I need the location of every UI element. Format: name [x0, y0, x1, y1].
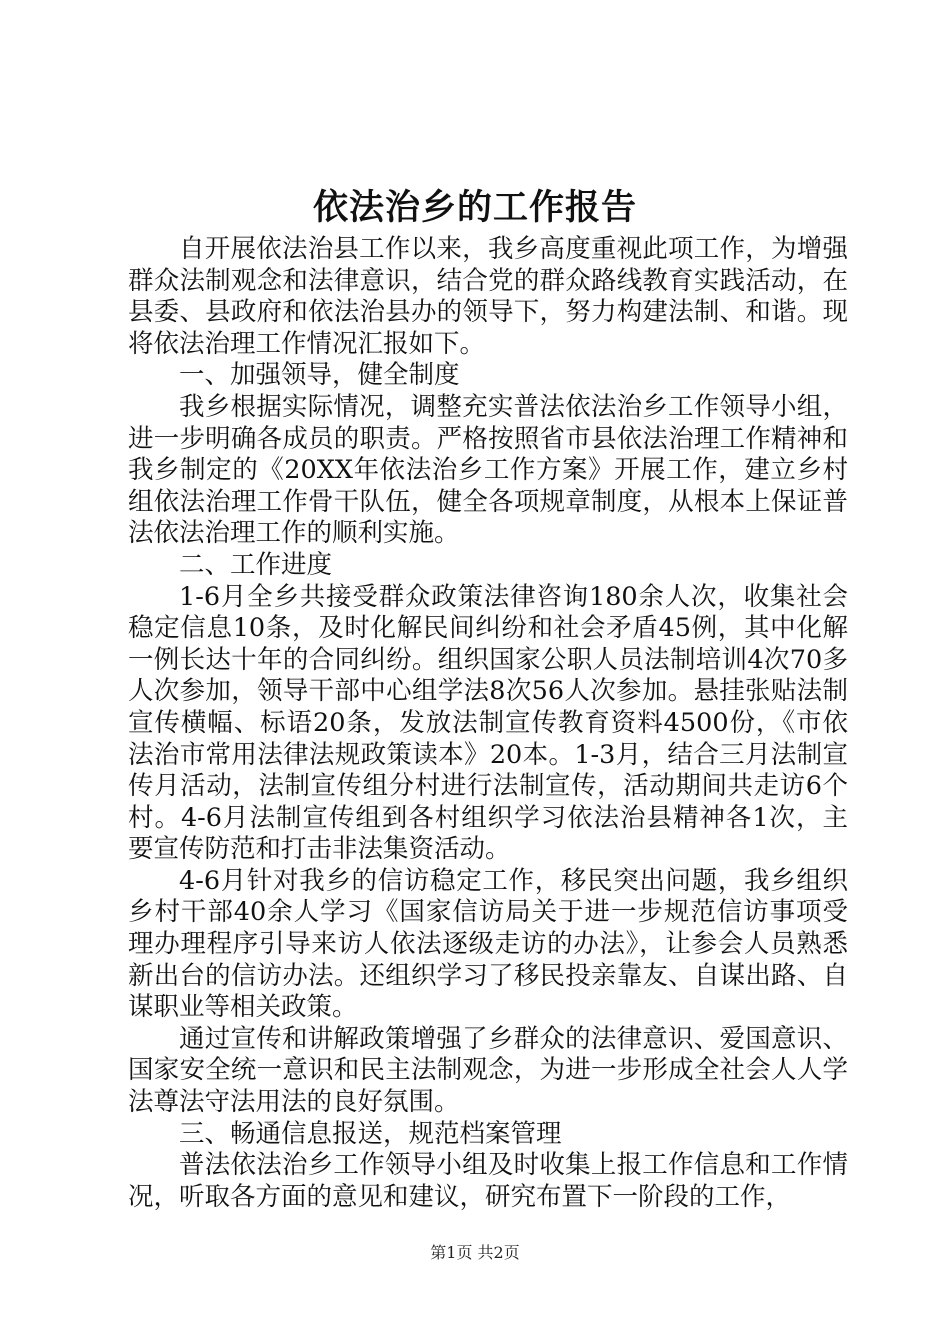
page-number-footer: 第1页 共2页 [430, 1243, 520, 1262]
paragraph-progress: 1-6月全乡共接受群众政策法律咨询180余人次，收集社会稳定信息10条，及时化解民间纠纷和社会矛盾45例，其中化解一例长达十年的合同纠纷。组织国家公职人员法制培训4次70多人次参加，领导干部中心组学法8次56人次参加。悬挂张贴法制宣传横幅、标语20条，发放法制宣传教育资料4500份，《市依法治市常用法律法规政策读本》20本。1-3月，结合三月法制宣传月活动，法制宣传组分村进行法制宣传，活动期间共走访6个村。4-6月法制宣传组到各村组织学习依法治县精神各1次，主要宣传防范和打击非法集资活动。 [128, 581, 848, 865]
paragraph-petition: 4-6月针对我乡的信访稳定工作，移民突出问题，我乡组织乡村干部40余人学习《国家信访局关于进一步规范信访事项受理办理程序引导来访人依法逐级走访的办法》，让参会人员熟悉新出台的信访办法。还组织学习了移民投亲靠友、自谋出路、自谋职业等相关政策。 [128, 865, 848, 1023]
section-heading-3: 三、畅通信息报送，规范档案管理 [179, 1118, 562, 1149]
document-body [128, 234, 848, 1213]
paragraph-section-3: 普法依法治乡工作领导小组及时收集上报工作信息和工作情况，听取各方面的意见和建议，研究布置下一阶段的工作， [128, 1150, 848, 1212]
paragraph-intro: 自开展依法治县工作以来，我乡高度重视此项工作，为增强群众法制观念和法律意识，结合党的群众路线教育实践活动，在县委、县政府和依法治县办的领导下，努力构建法制、和谐。现将依法治理工作情况汇报如下。 [128, 234, 848, 359]
section-heading-1: 一、加强领导，健全制度 [179, 360, 460, 391]
document-title: 依法治乡的工作报告 [312, 187, 637, 228]
paragraph-awareness: 通过宣传和讲解政策增强了乡群众的法律意识、爱国意识、国家安全统一意识和民主法制观念，为进一步形成全社会人人学法尊法守法用法的良好氛围。 [128, 1023, 848, 1118]
section-heading-2: 二、工作进度 [179, 549, 333, 580]
paragraph-section-1: 我乡根据实际情况，调整充实普法依法治乡工作领导小组，进一步明确各成员的职责。严格按照省市县依法治理工作精神和我乡制定的《20XX年依法治乡工作方案》开展工作，建立乡村组依法治理工作骨干队伍，健全各项规章制度，从根本上保证普法依法治理工作的顺利实施。 [128, 391, 848, 549]
